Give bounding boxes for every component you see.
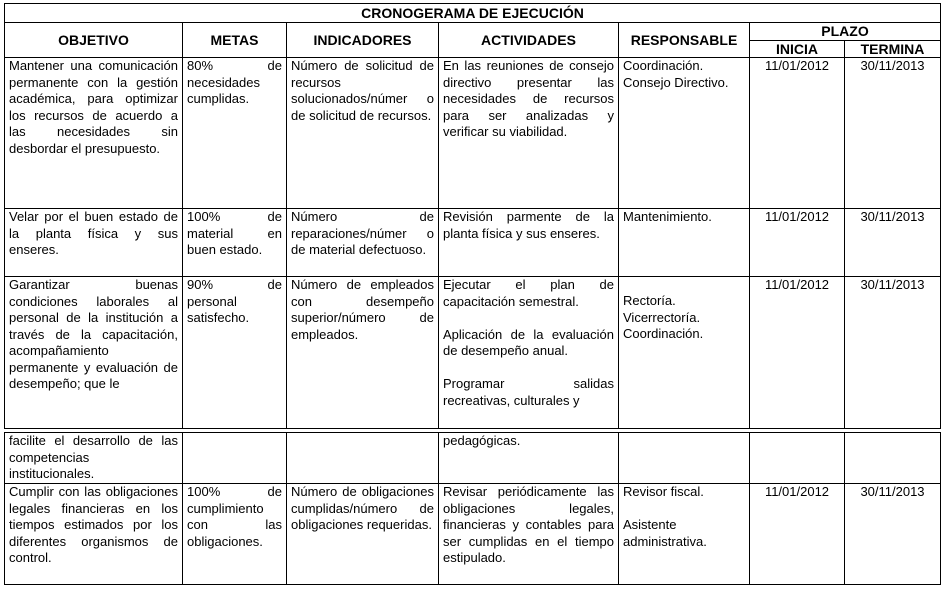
cell-inicia: 11/01/2012 [750,209,845,277]
cell-actividades [439,58,619,209]
header-termina: TERMINA [845,40,941,58]
header-actividades: ACTIVIDADES [439,23,619,58]
header-plazo: PLAZO [750,23,941,41]
cell-indicadores [287,433,439,484]
table-row [5,277,941,429]
actividad-text: Programar salidas recreativas, culturales y [443,376,614,408]
cell-inicia: 11/01/2012 [750,58,845,209]
header-indicadores: INDICADORES [287,23,439,58]
cell-objetivo: Garantizar buenas condiciones laborales al personal de la institución a través de la capacitación, acompañamiento permanente y evaluación de desempeño; que le [5,277,183,429]
cell-responsable [619,58,750,209]
cell-termina [845,433,941,484]
actividad-text: pedagógicas. [443,433,521,448]
actividad-text: Ejecutar el plan de capacitación semestral. [443,277,614,309]
cell-metas [183,433,287,484]
cell-responsable [619,209,750,277]
cell-responsable [619,277,750,429]
cell-indicadores: Número de obligaciones cumplidas/número de obligaciones requeridas. [287,484,439,585]
actividad-text: Revisar periódicamente las obligaciones legales, financieras y contables para ser cumplidas en el tiempo estipulado. [443,484,614,565]
table-row [5,484,941,585]
responsable-text: Revisor fiscal. [623,484,704,499]
table-row [5,209,941,277]
responsable-text: Coordinación. Consejo Directivo. [623,58,729,90]
cell-metas: 100% de cumplimiento con las obligaciones. [183,484,287,585]
table-title: CRONOGERAMA DE EJECUCIÓN [5,4,941,23]
cell-actividades [439,209,619,277]
schedule-table [4,3,941,585]
table-row [5,433,941,484]
cell-metas: 90% de personal satisfecho. [183,277,287,429]
cell-termina: 30/11/2013 [845,277,941,429]
responsable-text: Rectoría. Vicerrectoría. Coordinación. [623,293,704,341]
cell-metas: 100% de material en buen estado. [183,209,287,277]
cell-termina: 30/11/2013 [845,484,941,585]
cell-objetivo: facilite el desarrollo de las competencias institucionales. [5,433,183,484]
cell-metas: 80% de necesidades cumplidas. [183,58,287,209]
actividad-text: Revisión parmente de la planta física y sus enseres. [443,209,614,241]
cell-objetivo: Cumplir con las obligaciones legales financieras en los tiempos estimados por los diferentes organismos de control. [5,484,183,585]
cell-responsable [619,433,750,484]
cell-actividades [439,277,619,429]
cell-actividades [439,484,619,585]
header-objetivo: OBJETIVO [5,23,183,58]
actividad-text: En las reuniones de consejo directivo presentar las necesidades de recursos para ser analizadas y verificar su viabilidad. [443,58,614,139]
responsable-text: Asistente administrativa. [623,517,707,549]
schedule-sheet [4,3,941,585]
cell-indicadores: Número de solicitud de recursos solucionados/númer o de solicitud de recursos. [287,58,439,209]
cell-inicia: 11/01/2012 [750,277,845,429]
header-responsable: RESPONSABLE [619,23,750,58]
cell-termina: 30/11/2013 [845,58,941,209]
table-row [5,58,941,209]
cell-termina: 30/11/2013 [845,209,941,277]
responsable-text: Mantenimiento. [623,209,712,224]
cell-inicia: 11/01/2012 [750,484,845,585]
cell-objetivo: Velar por el buen estado de la planta física y sus enseres. [5,209,183,277]
header-inicia: INICIA [750,40,845,58]
header-metas: METAS [183,23,287,58]
cell-actividades [439,433,619,484]
cell-indicadores: Número de empleados con desempeño superior/número de empleados. [287,277,439,429]
cell-responsable [619,484,750,585]
cell-inicia [750,433,845,484]
actividad-text: Aplicación de la evaluación de desempeño anual. [443,326,614,358]
cell-objetivo: Mantener una comunicación permanente con la gestión académica, para optimizar los recursos de acuerdo a las necesidades sin desbordar el presupuesto. [5,58,183,209]
cell-indicadores: Número de reparaciones/númer o de material defectuoso. [287,209,439,277]
